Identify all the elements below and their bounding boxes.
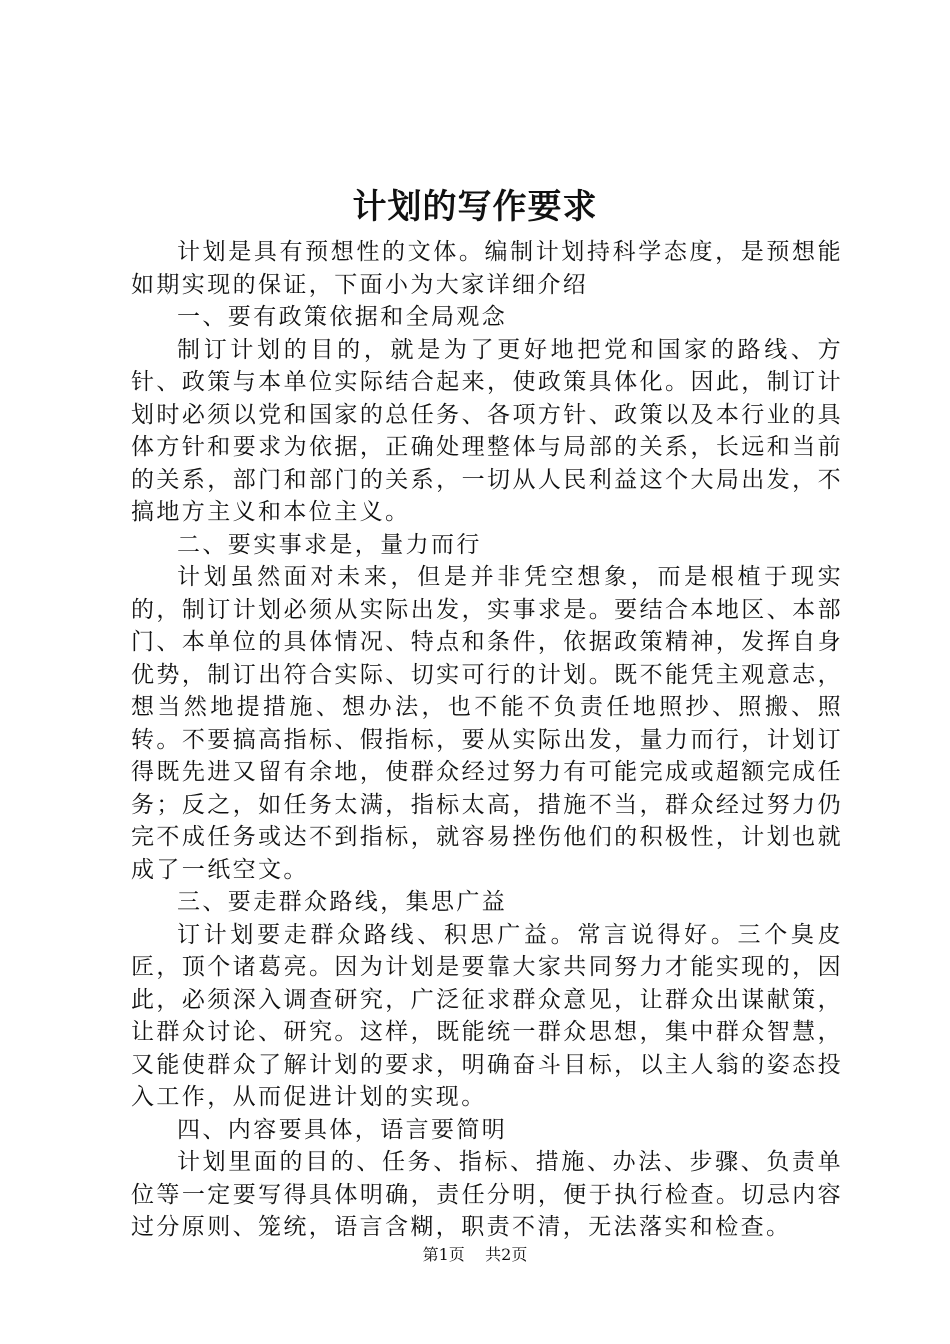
footer-spacer xyxy=(470,1245,480,1264)
section-heading-4: 四、内容要具体，语言要简明 xyxy=(177,1116,508,1143)
section-heading-2: 二、要实事求是，量力而行 xyxy=(177,531,482,558)
section-paragraph-2: 计划虽然面对未来，但是并非凭空想象，而是根植于现实的，制订计划必须从实际出发，实事求是。要结合本地区、本部门、本单位的具体情况、特点和条件，依据政策精神，发挥自身优势，制订出符合实际、切实可行的计划。既不能凭主观意志，想当然地提措施、想办法，也不能不负责任地照抄、照搬、照转。不要搞高指标、假指标，要从实际出发，量力而行，计划订得既先进又留有余地，使群众经过努力有可能完成或超额完成任务；反之，如任务太满，指标太高，措施不当，群众经过努力仍完不成任务或达不到指标，就容易挫伤他们的积极性，计划也就成了一纸空文。 xyxy=(131,564,843,883)
document-title: 计划的写作要求 xyxy=(352,187,598,227)
page-footer xyxy=(0,1244,950,1266)
section-heading-3: 三、要走群众路线，集思广益 xyxy=(177,889,508,915)
intro-paragraph: 计划是具有预想性的文体。编制计划持科学态度，是预想能如期实现的保证，下面小为大家详细介绍 xyxy=(131,239,843,298)
section-paragraph-1: 制订计划的目的，就是为了更好地把党和国家的路线、方针、政策与本单位实际结合起来，使政策具体化。因此，制订计划时必须以党和国家的总任务、各项方针、政策以及本行业的具体方针和要求为依据，正确处理整体与局部的关系，长远和当前的关系，部门和部门的关系，一切从人民利益这个大局出发，不搞地方主义和本位主义。 xyxy=(131,336,843,525)
section-paragraph-4: 计划里面的目的、任务、指标、措施、办法、步骤、负责单位等一定要写得具体明确，责任分明，便于执行检查。切忌内容过分原则、笼统，语言含糊，职责不清，无法落实和检查。 xyxy=(131,1149,843,1240)
page-number: 第1页 xyxy=(422,1245,465,1264)
document-body xyxy=(131,236,843,1244)
page-total: 共2页 xyxy=(485,1245,528,1264)
section-heading-1: 一、要有政策依据和全局观念 xyxy=(177,304,508,330)
section-paragraph-3: 订计划要走群众路线、积思广益。常言说得好。三个臭皮匠，顶个诸葛亮。因为计划是要靠大家共同努力才能实现的，因此，必须深入调查研究，广泛征求群众意见，让群众出谋献策，让群众讨论、研究。这样，既能统一群众思想，集中群众智慧，又能使群众了解计划的要求，明确奋斗目标，以主人翁的姿态投入工作，从而促进计划的实现。 xyxy=(131,921,843,1110)
